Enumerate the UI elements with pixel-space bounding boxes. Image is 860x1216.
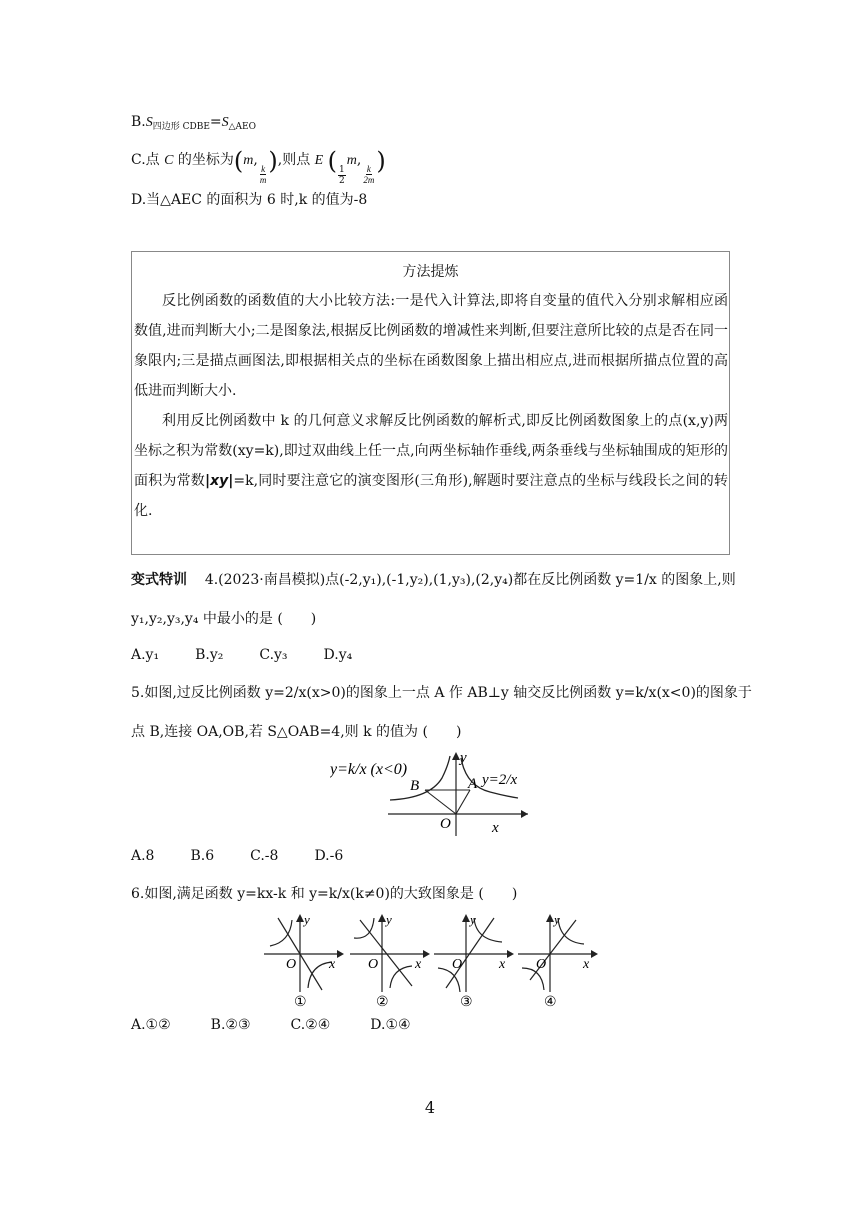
choice-b[interactable]: B.6: [190, 848, 215, 864]
method-title: 方法提炼: [402, 264, 459, 280]
svg-text:x: x: [499, 957, 506, 972]
svg-text:y: y: [554, 912, 560, 927]
method-summary-box: [131, 251, 730, 555]
question-6-line-1: 6.如图,满足函数 y=kx-k 和 y=k/x(k≠0)的大致图象是 ( ): [131, 886, 518, 902]
svg-text:③: ③: [460, 995, 473, 1010]
option-b: $B.S_{四边形 CDBE}=S_{\triangle AEO}$: [131, 114, 257, 132]
choice-c[interactable]: C.y₃: [259, 647, 288, 663]
question-4-line-2: y₁,y₂,y₃,y₄ 中最小的是 ( ): [131, 611, 317, 627]
svg-text:O: O: [536, 957, 547, 972]
choice-a[interactable]: A.y₁: [131, 647, 160, 663]
left-function-label: y=k/x (x<0): [330, 761, 408, 778]
svg-text:O: O: [368, 957, 379, 972]
y-axis-arrow-icon: [452, 752, 460, 760]
choice-a[interactable]: A.①②: [131, 1017, 171, 1033]
svg-text:x: x: [415, 957, 422, 972]
question-6-figures: [262, 912, 602, 1010]
right-function-label: y=2/x: [482, 772, 518, 788]
option-c: C.点 C 的坐标为(m, $\frac{k}{m}$ ),则点 E ( $\frac{1}{2}$ m, $\frac{k}{2m}$ ): [131, 147, 386, 186]
point-a-label: A: [468, 776, 478, 792]
question-5-line-1: 5.如图,过反比例函数 y=2/x(x>0)的图象上一点 A 作 AB⊥y 轴交反比例函数 y=k/x(x<0)的图象于: [131, 685, 752, 701]
question-4-choices: [131, 645, 388, 665]
svg-text:②: ②: [376, 995, 389, 1010]
svg-text:y: y: [470, 912, 476, 927]
question-4-line-1: 变式特训 4.(2023·南昌模拟)点(-2,y₁),(-1,y₂),(1,y₃),(2,y₄)都在反比例函数 y=1/x 的图象上,则: [131, 572, 736, 588]
segment-oa: [456, 790, 470, 814]
question-5-line-2: 点 B,连接 OA,OB,若 S△OAB=4,则 k 的值为 ( ): [131, 724, 462, 740]
svg-text:y: y: [304, 912, 310, 927]
graph-2: [350, 912, 430, 1010]
question-6-choices: [131, 1015, 447, 1035]
choice-c[interactable]: C.②④: [290, 1017, 331, 1033]
graph-1: [264, 912, 344, 1010]
choice-d[interactable]: D.-6: [314, 848, 344, 864]
choice-c[interactable]: C.-8: [250, 848, 279, 864]
y-axis-label: y: [460, 750, 467, 766]
svg-text:x: x: [583, 957, 590, 972]
svg-text:④: ④: [544, 995, 557, 1010]
choice-d[interactable]: D.y₄: [323, 647, 353, 663]
point-b-label: B: [410, 778, 420, 794]
question-5-figure: [330, 748, 530, 836]
svg-text:O: O: [452, 957, 463, 972]
option-d: D.当△AEC 的面积为 6 时,k 的值为-8: [131, 192, 368, 208]
origin-label: O: [440, 816, 451, 832]
method-paragraph-2: 利用反比例函数中 k 的几何意义求解反比例函数的解析式,即反比例函数图象上的点(x,y)两坐标之积为常数(xy=k),即过双曲线上任一点,向两坐标轴作垂线,两条垂线与坐标轴围成的矩形的面积为常数|xy|=k,同时要注意它的演变图形(三角形),解题时要注意点的坐标与线段长之间的转化.: [134, 413, 729, 519]
variant-training-tag: 变式特训: [131, 572, 187, 588]
segment-ob: [425, 790, 456, 814]
question-5-choices: [131, 846, 379, 866]
page-number: 4: [424, 1098, 436, 1117]
svg-text:①: ①: [294, 995, 307, 1010]
graph-3: [434, 912, 514, 1010]
choice-d[interactable]: D.①④: [370, 1017, 411, 1033]
choice-a[interactable]: A.8: [131, 848, 155, 864]
x-axis-label: x: [492, 820, 499, 836]
choice-b[interactable]: B.②③: [210, 1017, 251, 1033]
choice-b[interactable]: B.y₂: [195, 647, 224, 663]
graph-4: [518, 912, 598, 1010]
svg-text:O: O: [286, 957, 297, 972]
svg-text:y: y: [386, 912, 392, 927]
x-axis-arrow-icon: [521, 810, 528, 818]
svg-text:x: x: [329, 957, 336, 972]
method-paragraph-1: 反比例函数的函数值的大小比较方法:一是代入计算法,即将自变量的值代入分别求解相应函数值,进而判断大小;二是图象法,根据反比例函数的增减性来判断,但要注意所比较的点是否在同一象限内;三是描点画图法,即根据相关点的坐标在函数图象上描出相应点,进而根据所描点位置的高低进而判断大小.: [134, 293, 728, 399]
